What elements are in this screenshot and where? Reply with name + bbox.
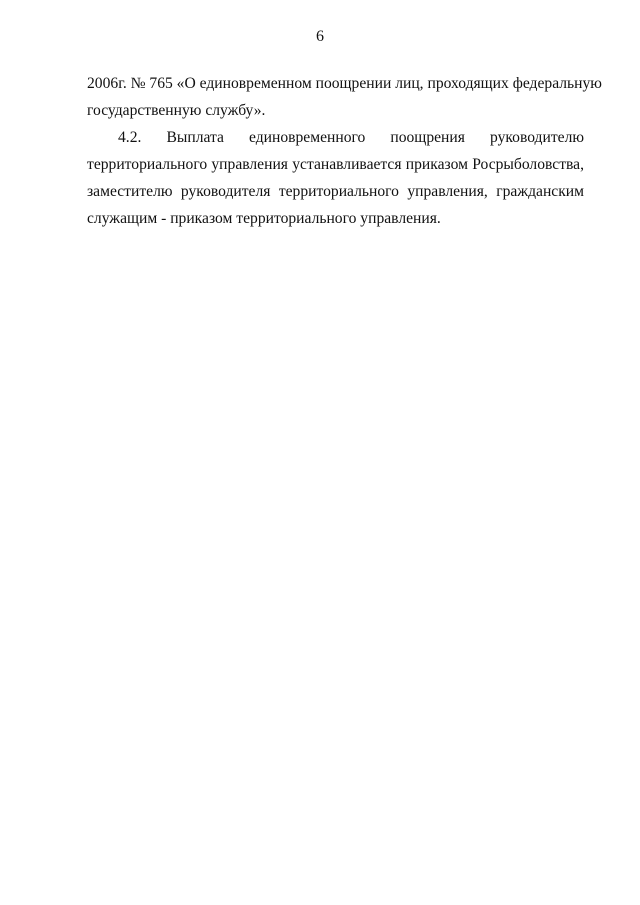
paragraph-line: 2006г. № 765 «О единовременном поощрении лиц, проходящих федеральную [87, 75, 602, 92]
page-number: 6 [316, 28, 324, 45]
paragraph-line: государственную службу». [87, 102, 266, 119]
paragraph-line: заместителю руководителя территориального управления, гражданским [87, 183, 584, 200]
paragraph-line: территориального управления устанавливается приказом Росрыболовства, [87, 156, 584, 173]
paragraph-line: 4.2. Выплата единовременного поощрения руководителю [118, 129, 584, 146]
paragraph-line: служащим - приказом территориального управления. [87, 210, 441, 227]
